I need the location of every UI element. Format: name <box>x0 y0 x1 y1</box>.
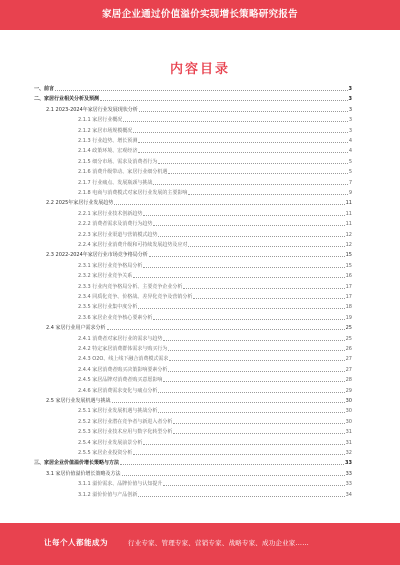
toc-entry[interactable] <box>78 146 352 154</box>
toc-entry-title: 2.3.2 家居行业竞争关系 <box>78 273 133 280</box>
toc-dot-leader <box>122 475 345 476</box>
toc-entry-page: 34 <box>345 491 352 498</box>
toc-entry-page: 33 <box>345 460 352 467</box>
toc-dot-leader <box>168 173 347 174</box>
toc-entry-page: 27 <box>345 356 352 363</box>
toc-entry-page: 30 <box>345 418 352 425</box>
toc-entry-title: 2.2.2 消费者需求及消费行为趋势 <box>78 221 153 228</box>
toc-dot-leader <box>133 277 344 278</box>
toc-entry-page: 31 <box>345 429 352 436</box>
toc-entry-title: 2.2.4 家居行业消费升级和可持续发展趋势及应对 <box>78 242 188 248</box>
toc-entry-title: 2.5.4 家居行业发展前景分析 <box>78 439 143 446</box>
toc-entry-title: 2.4.2 特定家居消费群体需求与购买行为 <box>78 346 168 352</box>
toc-entry-page: 9 <box>348 190 352 196</box>
toc-dot-leader <box>173 423 344 424</box>
toc-entry-title: 3.1.2 溢价价值与产品创新 <box>78 491 138 498</box>
toc-dot-leader <box>114 204 344 205</box>
toc-entry-title: 2.1.2 家居市场规模概况 <box>78 127 133 134</box>
toc-entry[interactable] <box>78 386 352 394</box>
toc-dot-leader <box>133 132 348 133</box>
toc-dot-leader <box>168 371 344 372</box>
toc-entry[interactable] <box>78 448 352 456</box>
toc-entry-title: 2.4.3 O2O、线上线下融合消费模式需求 <box>78 356 169 363</box>
toc-entry-title: 2.1 2023-2024年家居行业发展现状分析 <box>46 106 138 113</box>
toc-entry-page: 17 <box>345 294 352 300</box>
toc-entry-page: 25 <box>345 335 352 342</box>
toc-entry-title: 2.4.6 家居消费需求变化与痛点分析 <box>78 387 158 394</box>
toc-entry-title: 2.4 家居行业用户需求分析 <box>46 325 106 332</box>
toc-dot-leader <box>138 152 347 153</box>
toc-entry-title: 2.3.3 行业内竞争格局分析、主要竞争企业分析 <box>78 283 183 290</box>
toc-entry[interactable] <box>78 292 352 300</box>
toc-dot-leader <box>107 329 345 330</box>
toc-dot-leader <box>138 142 347 143</box>
toc-dot-leader <box>158 236 344 237</box>
toc-dot-leader <box>158 392 344 393</box>
toc-entry-page: 18 <box>345 304 352 311</box>
toc-entry-title: 2.3.6 家居企业竞争核心要素分析 <box>78 314 153 321</box>
toc-entry[interactable] <box>78 209 352 217</box>
toc-entry[interactable] <box>46 469 352 477</box>
toc-entry[interactable] <box>46 396 352 404</box>
toc-entry[interactable] <box>78 490 352 498</box>
toc-entry-page: 7 <box>348 179 352 186</box>
toc-entry[interactable] <box>78 344 352 352</box>
toc-entry[interactable] <box>78 375 352 383</box>
toc-dot-leader <box>168 350 344 351</box>
toc-entry-page: 26 <box>345 346 352 352</box>
toc-entry-title: 一、前言 <box>34 86 55 92</box>
toc-entry[interactable] <box>78 417 352 425</box>
toc-dot-leader <box>55 90 348 91</box>
toc-dot-leader <box>173 433 344 434</box>
toc-entry-page: 25 <box>345 325 352 332</box>
toc-entry-page: 3 <box>348 117 352 124</box>
toc-entry[interactable] <box>34 94 352 102</box>
toc-entry-title: 2.1.8 电商与消费模式对家居行业发展的主要影响 <box>78 190 188 196</box>
toc-entry-title: 2.4.1 消费者对家居行业的需求与趋势 <box>78 335 163 342</box>
toc-dot-leader <box>138 496 344 497</box>
toc-entry-title: 2.5 家居行业发展机遇与挑战 <box>46 398 111 404</box>
toc-dot-leader <box>183 288 344 289</box>
toc-dot-leader <box>163 485 344 486</box>
toc-dot-leader <box>163 381 344 382</box>
toc-entry-page: 11 <box>345 221 352 228</box>
toc-entry-title: 二、家居行业相关分析及预测 <box>34 96 100 103</box>
toc-entry-page: 5 <box>348 169 352 176</box>
toc-dot-leader <box>158 163 347 164</box>
toc-dot-leader <box>188 246 344 247</box>
toc-entry-page: 17 <box>345 283 352 290</box>
toc-entry-page: 3 <box>348 127 352 134</box>
toc-entry-page: 30 <box>345 408 352 415</box>
footer-experts-text: 行业专家、管理专家、营销专家、战略专家、成功企业家…… <box>128 539 309 547</box>
toc-entry[interactable] <box>78 479 352 487</box>
toc-dot-leader <box>188 194 347 195</box>
toc-entry[interactable] <box>78 438 352 446</box>
toc-entry-title: 3.1.1 溢价需求、品牌价值与认知提升 <box>78 481 163 488</box>
toc-entry[interactable] <box>78 230 352 238</box>
toc-entry[interactable] <box>78 115 352 123</box>
toc-entry-page: 30 <box>345 398 352 404</box>
footer-slogan: 让每个人都能成为 <box>44 538 108 547</box>
toc-dot-leader <box>138 308 344 309</box>
toc-entry-title: 2.2.3 家居行业渠道与营销模式趋势 <box>78 231 158 238</box>
toc-entry[interactable] <box>78 178 352 186</box>
toc-entry-title: 2.5.3 家居行业技术应用与数字化转型分析 <box>78 429 173 436</box>
toc-dot-leader <box>143 215 344 216</box>
toc-entry-title: 2.1.4 政策环境、宏观经济 <box>78 148 138 155</box>
toc-entry-page: 29 <box>345 387 352 394</box>
toc-entry[interactable] <box>78 219 352 227</box>
table-of-contents <box>0 84 400 504</box>
toc-heading: 内容目录 <box>169 62 230 77</box>
toc-entry-page: 27 <box>345 366 352 373</box>
toc-entry-title: 2.5.1 家居行业发展机遇与挑战分析 <box>78 408 158 415</box>
toc-dot-leader <box>123 121 348 122</box>
toc-entry[interactable] <box>78 365 352 373</box>
toc-entry[interactable] <box>78 313 352 321</box>
toc-entry-title: 2.2 2025年家居行业发展趋势 <box>46 200 114 207</box>
toc-entry[interactable] <box>78 167 352 175</box>
toc-entry-page: 3 <box>348 96 352 103</box>
toc-dot-leader <box>149 256 345 257</box>
toc-entry[interactable] <box>34 84 352 92</box>
toc-dot-leader <box>120 464 344 465</box>
toc-entry-page: 11 <box>345 200 352 207</box>
toc-entry[interactable] <box>34 458 352 466</box>
toc-dot-leader <box>112 402 345 403</box>
toc-dot-leader <box>143 444 344 445</box>
toc-entry[interactable] <box>78 157 352 165</box>
toc-entry[interactable] <box>78 271 352 279</box>
toc-dot-leader <box>133 454 344 455</box>
toc-entry[interactable] <box>78 282 352 290</box>
report-header-bar <box>0 0 400 30</box>
toc-entry-page: 12 <box>345 242 352 248</box>
toc-entry[interactable] <box>78 334 352 342</box>
toc-entry-page: 12 <box>345 231 352 238</box>
toc-entry[interactable] <box>78 126 352 134</box>
report-title: 家居企业通过价值溢价实现增长策略研究报告 <box>101 9 298 20</box>
toc-entry-page: 32 <box>345 450 352 456</box>
toc-entry[interactable] <box>78 136 352 144</box>
toc-entry-page: 28 <box>345 377 352 384</box>
toc-entry[interactable] <box>46 323 352 331</box>
toc-dot-leader <box>100 100 348 101</box>
toc-entry-page: 15 <box>345 262 352 269</box>
toc-entry-title: 2.5.2 家居行业潜在竞争者与新进入者分析 <box>78 418 173 425</box>
toc-dot-leader <box>153 184 347 185</box>
toc-entry-page: 31 <box>345 439 352 446</box>
toc-dot-leader <box>153 225 344 226</box>
toc-entry[interactable] <box>46 198 352 206</box>
toc-entry-page: 15 <box>345 252 352 259</box>
toc-entry-title: 2.1.6 消费升级带动、家居行业细分机遇 <box>78 169 168 176</box>
toc-entry-page: 33 <box>345 481 352 488</box>
toc-dot-leader <box>158 412 344 413</box>
toc-entry-title: 2.3.4 同质化竞争、价格战、差异化竞争及营销分析 <box>78 294 193 300</box>
toc-entry-page: 4 <box>348 148 352 155</box>
toc-dot-leader <box>153 319 344 320</box>
toc-entry[interactable] <box>78 427 352 435</box>
toc-entry[interactable] <box>78 240 352 248</box>
toc-dot-leader <box>169 360 344 361</box>
toc-entry-page: 3 <box>348 86 352 92</box>
toc-entry-title: 3.1 家居价值溢价增长策略及方法 <box>46 470 121 477</box>
toc-entry-title: 2.2.1 家居行业技术创新趋势 <box>78 210 143 217</box>
toc-entry-title: 2.1.3 行业趋势、增长预测 <box>78 138 138 144</box>
toc-entry-title: 2.3 2022-2024年家居行业市场竞争格局分析 <box>46 252 148 259</box>
toc-entry-page: 11 <box>345 210 352 217</box>
toc-entry[interactable] <box>46 250 352 258</box>
toc-entry-title: 2.3.1 家居行业竞争格局分析 <box>78 262 143 269</box>
toc-entry-page: 3 <box>348 106 352 113</box>
toc-dot-leader <box>163 340 344 341</box>
toc-entry-title: 2.3.5 家居行业集中度分析 <box>78 304 138 311</box>
toc-entry[interactable] <box>78 261 352 269</box>
toc-entry-title: 2.1.5 细分市场、需求及消费者行为 <box>78 158 158 165</box>
toc-entry[interactable] <box>78 406 352 414</box>
toc-entry-page: 16 <box>345 273 352 280</box>
toc-entry-title: 三、家居企业价值溢价增长策略与方法 <box>34 460 120 467</box>
toc-entry-title: 2.1.7 行业痛点、发展瓶颈与挑战 <box>78 179 153 186</box>
toc-entry-title: 2.1.1 家居行业概况 <box>78 117 123 124</box>
toc-entry-page: 4 <box>348 138 352 144</box>
toc-entry[interactable] <box>78 188 352 196</box>
toc-entry-title: 2.5.5 家居企业投资分析 <box>78 450 133 456</box>
toc-entry-page: 33 <box>345 470 352 477</box>
toc-entry-page: 19 <box>345 314 352 321</box>
toc-entry-page: 5 <box>348 158 352 165</box>
footer-bar <box>0 523 400 565</box>
toc-entry-title: 2.4.4 家居消费者购买决策影响要素分析 <box>78 366 168 373</box>
toc-dot-leader <box>193 298 344 299</box>
toc-dot-leader <box>143 267 344 268</box>
toc-entry[interactable] <box>78 354 352 362</box>
toc-entry-title: 2.4.5 家居品牌对消费者购买意愿影响 <box>78 377 163 384</box>
toc-dot-leader <box>139 111 348 112</box>
toc-entry[interactable] <box>46 105 352 113</box>
toc-entry[interactable] <box>78 302 352 310</box>
